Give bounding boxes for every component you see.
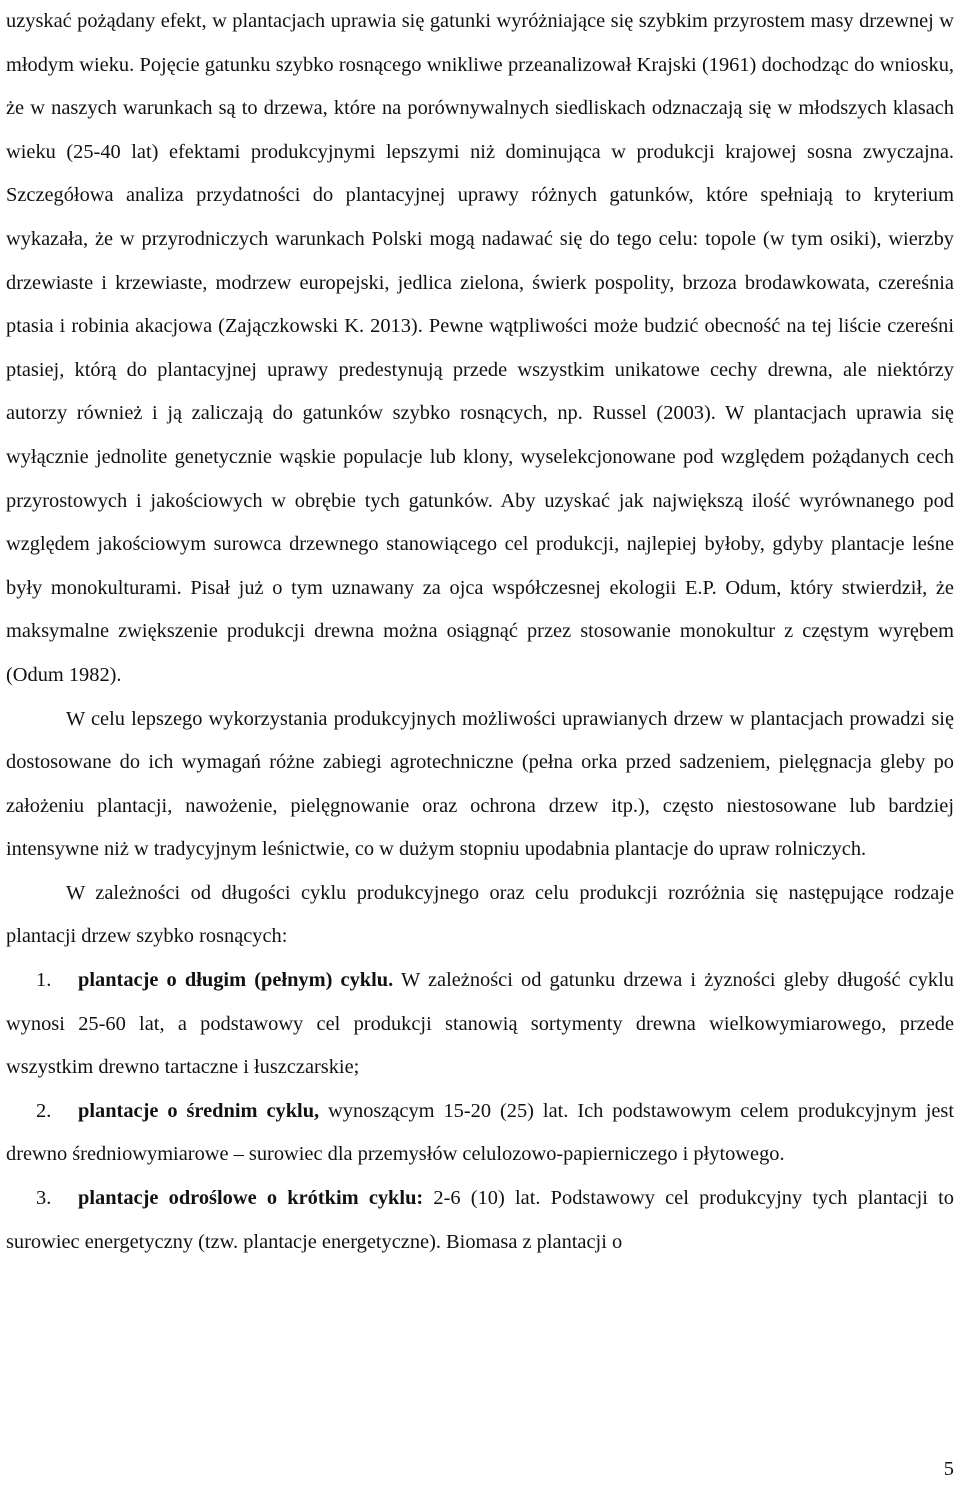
list-item-number: 2. [36, 1099, 52, 1122]
paragraph-2: W celu lepszego wykorzystania produkcyjnych możliwości uprawianych drzew w plantacjach prowadzi się dostosowane do ich wymagań różne zabiegi agrotechniczne (pełna orka przed sadzeniem, pielęgnacja gleby po założeniu plantacji, nawożenie, pielęgnowanie oraz ochrona drzew itp.), często niestosowane lub bardziej intensywne niż w tradycyjnym leśnictwie, co w dużym stopniu upodabnia plantacje do upraw rolniczych. [6, 707, 954, 861]
paragraph-1: uzyskać pożądany efekt, w plantacjach uprawia się gatunki wyróżniające się szybkim przyrostem masy drzewnej w młodym wieku. Pojęcie gatunku szybko rosnącego wnikliwe przeanalizował Krajski (1961) dochodząc do wniosku, że w naszych warunkach są to drzewa, które na porównywalnych siedliskach odznaczają się w młodszych klasach wieku (25-40 lat) efektami produkcyjnymi lepszymi niż dominująca w produkcji krajowej sosna zwyczajna. Szczegółowa analiza przydatności do plantacyjnej uprawy różnych gatunków, które spełniają to kryterium wykazała, że w przyrodniczych warunkach Polski mogą nadawać się do tego celu: topole (w tym osiki), wierzby drzewiaste i krzewiaste, modrzew europejski, jedlica zielona, świerk pospolity, brzoza brodawkowata, czereśnia ptasia i robinia akacjowa (Zajączkowski K. 2013). Pewne wątpliwości może budzić obecność na tej liście czereśni ptasiej, którą do plantacyjnej uprawy predestynują przede wszystkim unikatowe cechy drewna, ale niektórzy autorzy również i ją zaliczają do gatunków szybko rosnących, np. Russel (2003). W plantacjach uprawia się wyłącznie jednolite genetycznie wąskie populacje lub klony, wyselekcjonowane pod względem pożądanych cech przyrostowych i jakościowych w obrębie tych gatunków. Aby uzyskać jak największą ilość wyrównanego pod względem jakościowym surowca drzewnego stanowiącego cel produkcji, najlepiej byłoby, gdyby plantacje leśne były monokulturami. Pisał już o tym uznawany za ojca współczesnej ekologii E.P. Odum, który stwierdził, że maksymalne zwiększenie produkcji drewna można osiągnąć przez stosowanie monokultur z częstym wyrębem (Odum 1982). [6, 10, 954, 686]
list-item [6, 959, 954, 1090]
list-item [6, 1090, 954, 1177]
list-item-number: 3. [36, 1187, 52, 1210]
list-item-title: plantacje o długim (pełnym) cyklu. [78, 969, 394, 992]
list-item-text: 2-6 (10) lat. Podstawowy cel produkcyjny tych plantacji to surowiec energetyczny (tzw. plantacje energetyczne). Biomasa z plantacji o [6, 1187, 954, 1253]
page-number: 5 [943, 1458, 954, 1480]
list-item-title: plantacje o średnim cyklu, [78, 1099, 320, 1122]
list-item-text: wynoszącym 15-20 (25) lat. Ich podstawowym celem produkcyjnym jest drewno średniowymiarowe – surowiec dla przemysłów celulozowo-papierniczego i płytowego. [6, 1099, 955, 1166]
paragraph-3: W zależności od długości cyklu produkcyjnego oraz celu produkcji rozróżnia się następujące rodzaje plantacji drzew szybko rosnących: [6, 881, 954, 948]
document-page [6, 0, 954, 1264]
list-item [6, 1177, 954, 1264]
list-item-text: W zależności od gatunku drzewa i żyzności gleby długość cyklu wynosi 25-60 lat, a podstawowy cel produkcji stanowią sortymenty drewna wielkowymiarowego, przede wszystkim drewno tartaczne i łuszczarskie; [6, 969, 954, 1079]
list-item-title: plantacje odroślowe o krótkim cyklu: [78, 1187, 424, 1210]
list-item-number: 1. [36, 969, 52, 992]
